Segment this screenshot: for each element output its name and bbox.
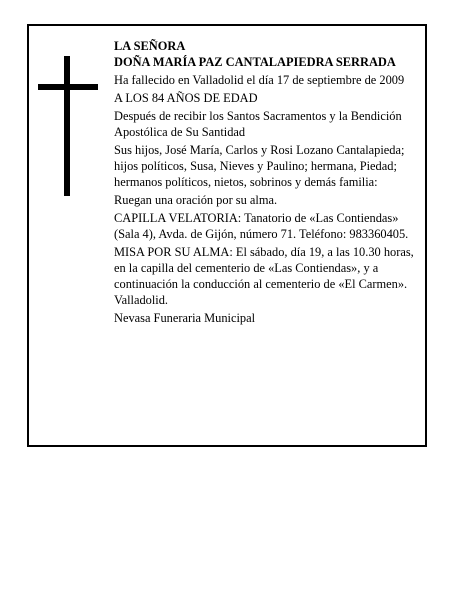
cross-horizontal-bar <box>38 84 98 90</box>
sacraments-line: Después de recibir los Santos Sacramentos y la Bendición Apostólica de Su Santidad <box>114 109 402 139</box>
deceased-name: DOÑA MARÍA PAZ CANTALAPIEDRA SERRADA <box>114 55 396 69</box>
wake-chapel-info: CAPILLA VELATORIA: Tanatorio de «Las Contiendas» (Sala 4), Avda. de Gijón, número 71. Teléfono: 983360405. <box>114 211 409 241</box>
obituary-text <box>114 38 419 328</box>
notice-title-line-1: LA SEÑORA <box>114 39 186 53</box>
family-list: Sus hijos, José María, Carlos y Rosi Lozano Cantalapieda; hijos políticos, Susa, Nieves y Paulino; hermana, Piedad; hermanos políticos, nietos, sobrinos y demás familia: <box>114 143 405 189</box>
age-line: A LOS 84 AÑOS DE EDAD <box>114 91 258 105</box>
death-announcement: Ha fallecido en Valladolid el día 17 de septiembre de 2009 <box>114 73 405 87</box>
mass-info: MISA POR SU ALMA: El sábado, día 19, a las 10.30 horas, en la capilla del cementerio de «Las Contiendas», y a continuación la conducción al cementerio de «El Carmen». Valladolid. <box>114 245 414 307</box>
funeral-home: Nevasa Funeraria Municipal <box>114 311 256 325</box>
prayer-request: Ruegan una oración por su alma. <box>114 193 278 207</box>
cross-vertical-bar <box>64 56 70 196</box>
